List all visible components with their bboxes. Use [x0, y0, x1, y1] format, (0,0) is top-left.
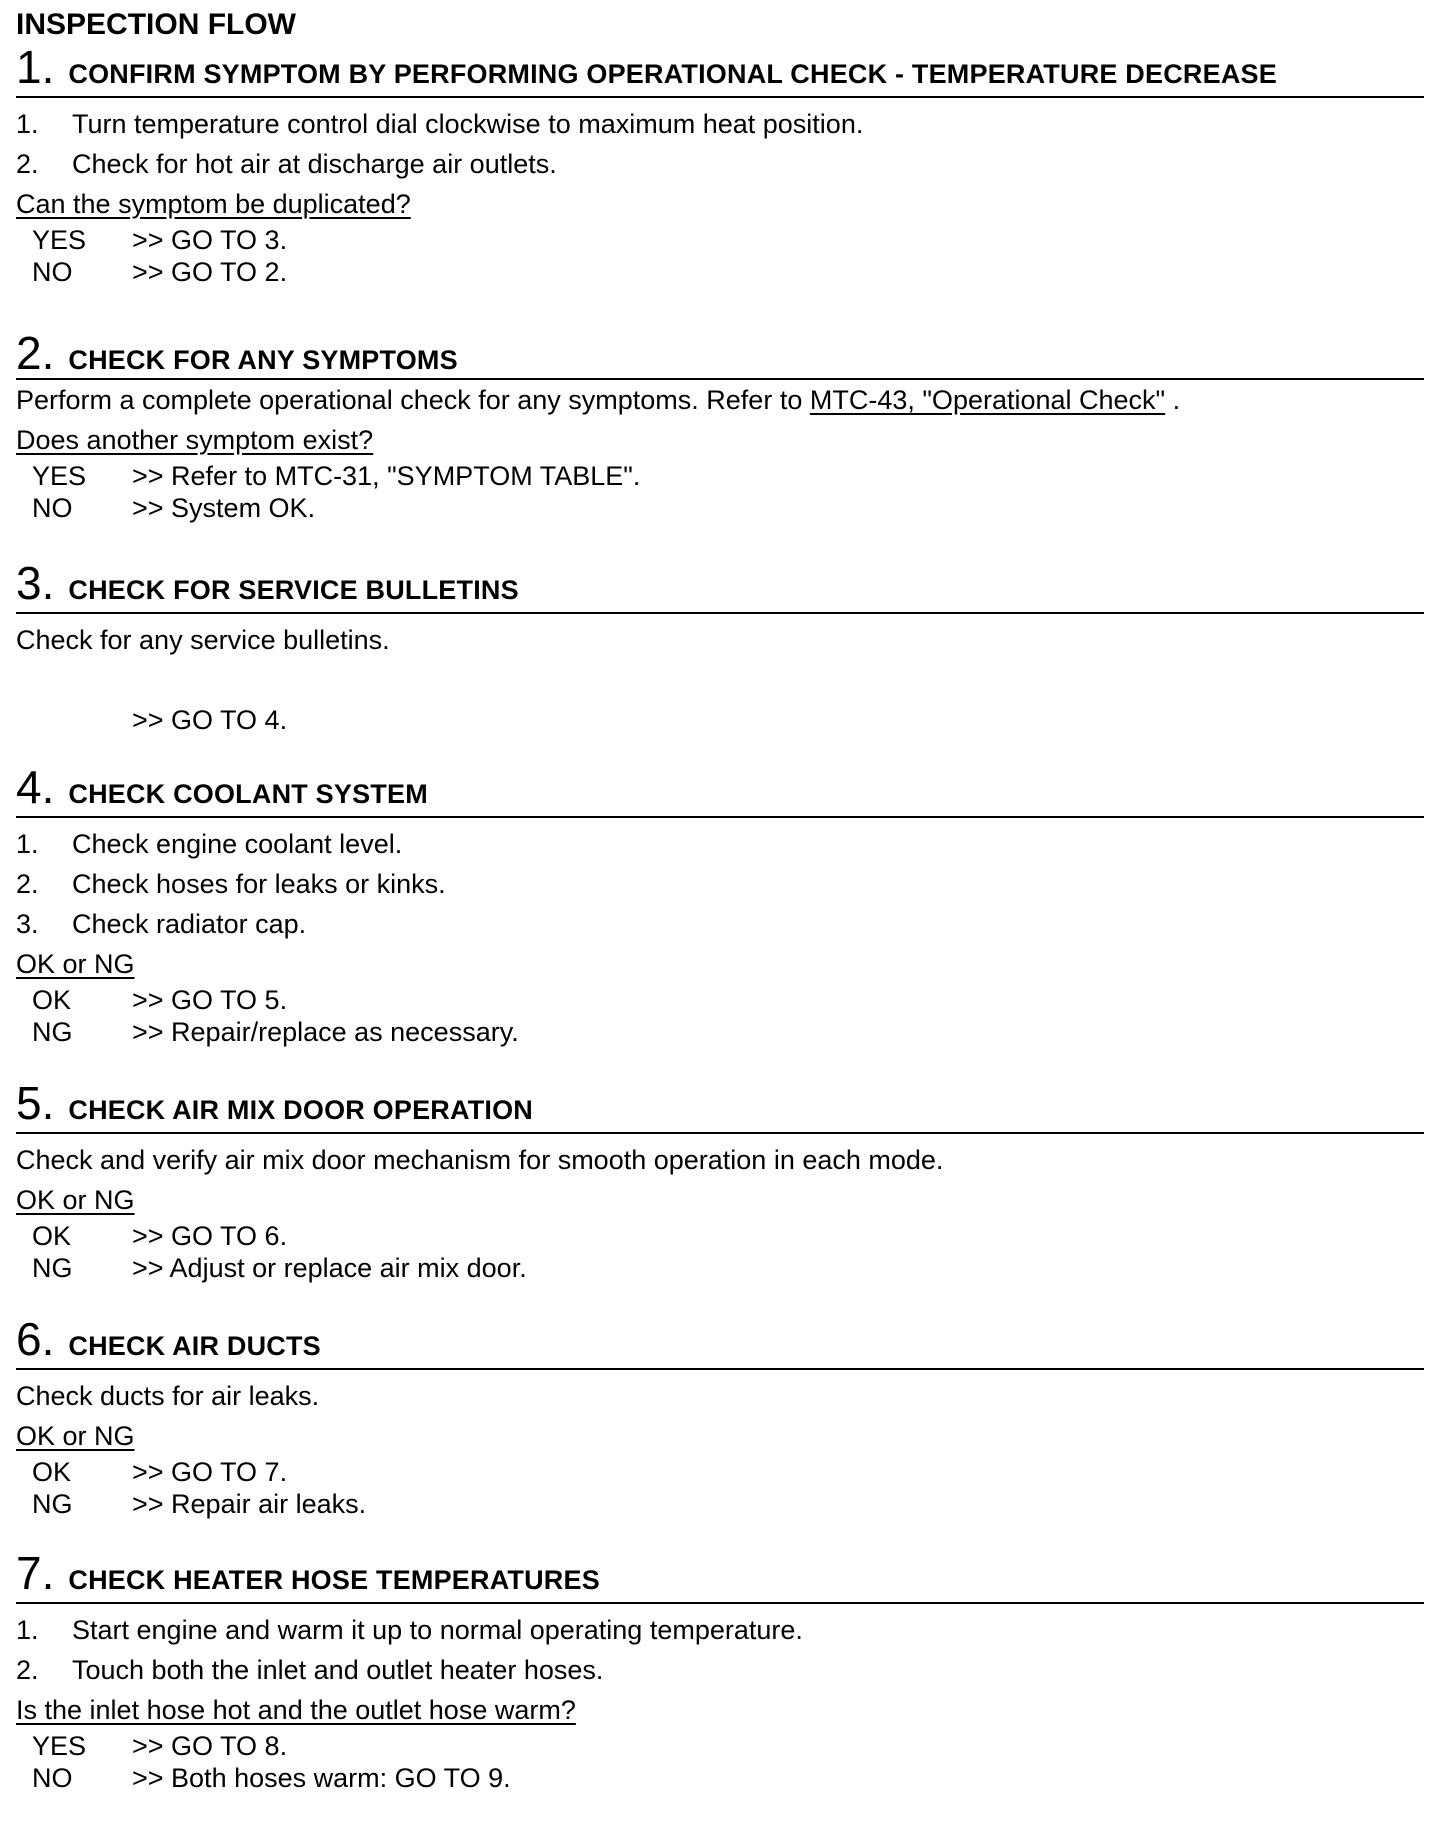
answer-value: >> GO TO 8.: [132, 1731, 288, 1761]
answer-value: >> GO TO 7.: [132, 1457, 288, 1487]
list-item-number: 2.: [16, 149, 39, 179]
answer-row: [32, 1252, 1424, 1284]
step-2: [16, 327, 1424, 524]
step-text: Check for any service bulletins.: [16, 625, 390, 655]
step-title: CHECK HEATER HOSE TEMPERATURES: [68, 1565, 600, 1595]
list-item-text: Turn temperature control dial clockwise to maximum heat position.: [72, 109, 864, 139]
list-item-number: 3.: [16, 909, 39, 939]
list-item-number: 1.: [16, 1615, 39, 1645]
decision-question: OK or NG: [16, 949, 135, 979]
decision-question: OK or NG: [16, 1421, 135, 1451]
step-number: 2.: [16, 327, 55, 379]
step-number: 7.: [16, 1547, 55, 1599]
answer-key: YES: [32, 461, 87, 491]
page-title: INSPECTION FLOW: [16, 8, 296, 41]
decision-answers: [32, 984, 1424, 1048]
step-5-header: [16, 1077, 1424, 1134]
step-number: 4.: [16, 761, 55, 813]
list-item: [16, 104, 1424, 144]
answer-row: [32, 1762, 1424, 1794]
step-number: 1.: [16, 41, 55, 93]
list-item: [16, 1650, 1424, 1690]
answer-key: OK: [32, 985, 72, 1015]
step-3: [16, 557, 1424, 740]
step-title: CHECK AIR DUCTS: [68, 1331, 321, 1361]
answer-value: >> Repair air leaks.: [132, 1489, 367, 1519]
step-title: CHECK AIR MIX DOOR OPERATION: [68, 1095, 533, 1125]
answer-value: >> GO TO 3.: [132, 225, 288, 255]
answer-row: [32, 224, 1424, 256]
step-number: 6.: [16, 1313, 55, 1365]
answer-key: NO: [32, 1763, 73, 1793]
answer-value: >> GO TO 6.: [132, 1221, 288, 1251]
list-item-text: Check radiator cap.: [72, 909, 307, 939]
answer-row: [32, 256, 1424, 288]
decision-answers: [32, 1220, 1424, 1284]
go-to-instruction: >> GO TO 4.: [132, 705, 288, 735]
step-5: [16, 1077, 1424, 1284]
answer-key: NG: [32, 1253, 73, 1283]
step-4-header: [16, 761, 1424, 818]
answer-row: [32, 1488, 1424, 1520]
answer-row: [32, 1220, 1424, 1252]
answer-row: [32, 1456, 1424, 1488]
list-item: [16, 824, 1424, 864]
step-text: Check ducts for air leaks.: [16, 1381, 320, 1411]
step-number: 3.: [16, 557, 55, 609]
answer-value: >> Adjust or replace air mix door.: [132, 1253, 527, 1283]
decision-answers: [32, 224, 1424, 288]
list-item: [16, 1610, 1424, 1650]
answer-value: >> System OK.: [132, 493, 316, 523]
list-item-number: 2.: [16, 1655, 39, 1685]
step-number: 5.: [16, 1077, 55, 1129]
answer-key: OK: [32, 1457, 72, 1487]
step-7-header: [16, 1547, 1424, 1604]
answer-row: [32, 492, 1424, 524]
step-title: CHECK FOR SERVICE BULLETINS: [68, 575, 519, 605]
list-item-number: 2.: [16, 869, 39, 899]
decision-question: Does another symptom exist?: [16, 425, 374, 455]
step-text: Check and verify air mix door mechanism for smooth operation in each mode.: [16, 1145, 944, 1175]
decision-answers: [32, 1730, 1424, 1794]
decision-question: Is the inlet hose hot and the outlet hose warm?: [16, 1695, 576, 1725]
step-text: [16, 380, 1424, 420]
answer-key: YES: [32, 1731, 87, 1761]
step-6: [16, 1313, 1424, 1520]
decision-question: OK or NG: [16, 1185, 135, 1215]
answer-key: NO: [32, 257, 73, 287]
answer-key: OK: [32, 1221, 72, 1251]
list-item-text: Check engine coolant level.: [72, 829, 403, 859]
list-item-text: Check hoses for leaks or kinks.: [72, 869, 446, 899]
list-item-number: 1.: [16, 829, 39, 859]
text-before-link: Perform a complete operational check for any symptoms. Refer to: [16, 385, 810, 415]
step-1-header: [16, 41, 1424, 98]
answer-value: >> Both hoses warm: GO TO 9.: [132, 1763, 511, 1793]
answer-key: NG: [32, 1017, 73, 1047]
step-7: [16, 1547, 1424, 1794]
answer-row: [32, 984, 1424, 1016]
decision-question: Can the symptom be duplicated?: [16, 189, 411, 219]
operational-check-link[interactable]: MTC-43, "Operational Check": [809, 385, 1166, 415]
step-title: CHECK COOLANT SYSTEM: [68, 779, 428, 809]
answer-value: >> GO TO 2.: [132, 257, 288, 287]
step-title: CHECK FOR ANY SYMPTOMS: [68, 345, 458, 375]
answer-key: NO: [32, 493, 73, 523]
answer-key: YES: [32, 225, 87, 255]
list-item: [16, 904, 1424, 944]
list-item: [16, 864, 1424, 904]
list-item-text: Touch both the inlet and outlet heater hoses.: [72, 1655, 604, 1685]
decision-answers: [32, 460, 1424, 524]
step-6-header: [16, 1313, 1424, 1370]
decision-answers: [32, 1456, 1424, 1520]
answer-key: NG: [32, 1489, 73, 1519]
text-after-link: .: [1165, 385, 1181, 415]
answer-value: >> GO TO 5.: [132, 985, 288, 1015]
answer-value: >> Repair/replace as necessary.: [132, 1017, 519, 1047]
step-3-header: [16, 557, 1424, 614]
list-item-text: Start engine and warm it up to normal operating temperature.: [72, 1615, 803, 1645]
list-item-text: Check for hot air at discharge air outlets.: [72, 149, 557, 179]
step-2-header: [16, 327, 1424, 380]
answer-row: [32, 460, 1424, 492]
step-4: [16, 761, 1424, 1048]
step-1: [16, 41, 1424, 288]
answer-value: >> Refer to MTC-31, "SYMPTOM TABLE".: [132, 461, 641, 491]
step-title: CONFIRM SYMPTOM BY PERFORMING OPERATIONAL CHECK - TEMPERATURE DECREASE: [68, 59, 1277, 89]
answer-row: [32, 1016, 1424, 1048]
list-item: [16, 144, 1424, 184]
list-item-number: 1.: [16, 109, 39, 139]
answer-row: [32, 1730, 1424, 1762]
